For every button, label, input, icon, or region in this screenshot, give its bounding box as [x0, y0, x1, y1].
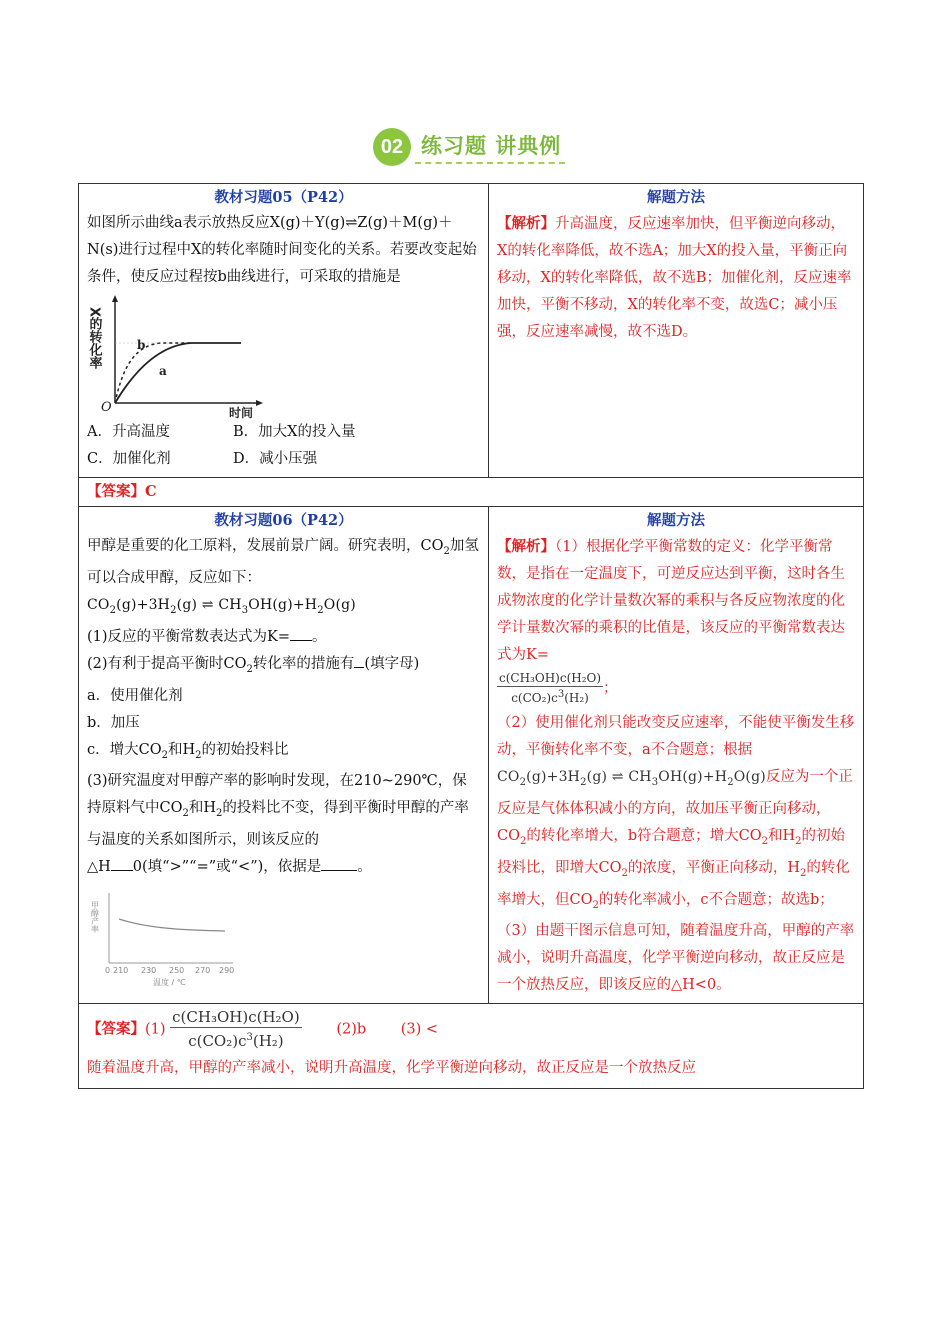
q06-option-b: b．加压 — [87, 714, 140, 731]
q06-answer-numerator: c(CH₃OH)c(H₂O) — [172, 1008, 300, 1027]
q06-answer-1-label: (1) — [145, 1021, 166, 1038]
q05-curve-b — [115, 343, 191, 403]
q06-q3-blank-1[interactable] — [111, 856, 133, 871]
q06-analysis-2-part-5: 的初始投料比，即增大CO — [497, 827, 846, 876]
q05-question-cell — [79, 184, 489, 478]
q06-equation: $CO_2(g)+3H_2(g)$ ⇌ $CH_3OH(g)+H_2O(g)$ — [87, 596, 356, 616]
q05-answer-tag: 【答案】 — [87, 483, 145, 500]
q06-q2: (2)有利于提高平衡时$CO_2$转化率的措施有 (填字母) — [87, 651, 480, 683]
q06-answer-3: (3) < — [400, 1021, 439, 1038]
q06-answer-2: (2)b — [336, 1021, 367, 1038]
q05-stem-part-2: Z(g)＋M(g)＋N(s)进行过程中X的转化率随时间变化的关系。若要改变起始条件，使反应过程按b曲线进行，可采取的措施是 — [87, 215, 477, 285]
q05-answer: C — [145, 483, 157, 500]
q06-method-cell — [489, 507, 864, 1004]
q06-analysis-3: （3）由题干图示信息可知，随着温度升高，甲醇的产率减小，说明升高温度，化学平衡逆向移动，故正反应是一个放热反应，即该反应的△H<0。 — [497, 923, 855, 994]
q05-chart-origin: O — [101, 400, 112, 415]
q06-q1-end: 。 — [312, 628, 327, 645]
q06-answer-line-1 — [87, 1008, 855, 1051]
section-number-badge: 02 — [373, 128, 411, 166]
q06-analysis-2: （2）使用催化剂只能改变反应速率，不能使平衡发生移动，平衡转化率不变，a不合题意；根据$CO_2(g)+3H_2(g)$ ⇌ $CH_3OH(g)+H_2O(g)$反应为一个正反应是气体体积减小的方向，故加压平衡正向移动，$CO_2$的转化率增大，b符合题意；增大$CO_2$和$H_2$的初始投料比，即增大$CO_2$的浓度，平衡正向移动，$H_2$的转化率增大，但$CO_2$的转化率减小，c不合题意；故选b； — [497, 715, 855, 911]
q05-chart-x-arrow — [256, 400, 263, 406]
q06-q3-text-4: 0(填“>”“=”或“<”)，依据是 — [132, 859, 322, 876]
q06-analysis-formula — [497, 671, 855, 706]
q05-curve-a — [115, 343, 241, 403]
q06-stem: 甲醇是重要的化工原料，发展前景广阔。研究表明，$CO_2$加氢可以合成甲醇，反应如下： — [87, 538, 479, 586]
q06-stem-part-2: 加氢可以合成甲醇，反应如下： — [87, 538, 479, 586]
q05-chart-y-arrow — [112, 295, 118, 302]
q05-option-d: D．减小压强 — [233, 451, 318, 467]
q06-answer-line-2: 随着温度升高，甲醇的产率减小，说明升高温度，化学平衡逆向移动，故正反应是一个放热反应 — [87, 1060, 696, 1077]
q05-option-b: B．加大X的投入量 — [233, 424, 356, 440]
q06-q1-text: (1)反应的平衡常数表达式为K= — [87, 628, 291, 645]
q05-analysis-text: 升高温度，反应速率加快，但平衡逆向移动，X的转化率降低，故不选A；加大X的投入量，平衡正向移动，X的转化率降低，故不选B；加催化剂，反应速率加快，平衡不移动，X的转化率不变，故选C；减小压强，反应速率减慢，故不选D。 — [497, 216, 852, 340]
q06-q3-text-2: 和H — [188, 800, 217, 817]
q06-yield-chart — [90, 889, 243, 989]
q05-curve-b-label: b — [137, 338, 146, 352]
q06-q2-text-2: 转化率的措施有 — [252, 655, 355, 672]
q06-xtick-1: 210 — [113, 966, 129, 976]
q06-xtick-4: 270 — [195, 966, 211, 976]
q05-analysis — [497, 210, 855, 346]
q06-q3-blank-2[interactable] — [321, 856, 357, 871]
q06-equilibrium-arrow: ⇌ — [197, 596, 219, 613]
q06-method-title: 解题方法 — [647, 512, 705, 529]
q06-option-c-part-2: 和H — [167, 741, 196, 758]
q06-analysis-2-part-6: 的浓度，平衡正向移动，H — [627, 859, 801, 876]
q06-analysis-2-part-1: （2）使用催化剂只能改变反应速率，不能使平衡发生移动，平衡转化率不变，a不合题意；根据 — [497, 715, 855, 758]
q06-analysis-2-part-2: 反应为一个正反应是气体体积减小的方向，故加压平衡正向移动，CO — [497, 769, 853, 844]
q06-option-a: a．使用催化剂 — [87, 687, 183, 704]
q05-chart-ylabel: X的转化率 — [86, 307, 102, 370]
q06-answer-row — [79, 1004, 864, 1089]
q06-q3-blanks — [87, 854, 480, 881]
q05-answer-row — [79, 478, 864, 507]
q06-analysis-1-end: ； — [603, 680, 618, 697]
equilibrium-arrow: ⇌ — [345, 215, 358, 231]
section-title: 练习题 讲典例 — [421, 134, 562, 158]
q05-curve-a-label: a — [159, 364, 167, 378]
q06-option-c: c．增大$CO_2$和$H_2$的初始投料比 — [87, 741, 289, 761]
q06-q1-blank[interactable] — [290, 626, 312, 641]
section-header — [373, 126, 583, 170]
q06-q3-end: 。 — [357, 859, 372, 876]
q06-analysis-2-part-8: 的转化率减小，c不合题意；故选b； — [598, 891, 834, 908]
q05-options-row-1 — [87, 419, 480, 446]
q06-q2-blank[interactable] — [354, 653, 364, 668]
q06-xtick-3: 250 — [169, 966, 185, 976]
q05-option-a: A．升高温度 — [87, 424, 170, 440]
q05-method-cell — [489, 184, 864, 478]
q06-delta-h: △H — [87, 859, 111, 876]
q06-analysis-2-part-3: 的转化率增大，b符合题意；增大CO — [526, 827, 762, 844]
q06-analysis-1 — [497, 533, 855, 669]
q06-stem-part-1: 甲醇是重要的化工原料，发展前景广阔。研究表明，CO — [87, 538, 444, 554]
q06-chart-xlabel: 温度 / ℃ — [153, 978, 186, 988]
q06-title: 教材习题06（P42） — [214, 512, 353, 529]
q06-q3-text-3: 的投料比不变，得到平衡时甲醇的产率与温度的关系如图所示，则该反应的 — [87, 800, 469, 849]
q06-k-numerator: c(CH₃OH)c(H₂O) — [499, 671, 602, 685]
q06-q2-text-1: (2)有利于提高平衡时CO — [87, 655, 247, 672]
q06-option-c-part-3: 的初始投料比 — [201, 741, 289, 758]
q06-q1 — [87, 624, 480, 651]
q06-xtick-2: 230 — [141, 966, 157, 976]
q05-option-c: C．加催化剂 — [87, 451, 171, 467]
exercise-table — [78, 183, 864, 1089]
q06-q3: (3)研究温度对甲醇产率的影响时发现，在210~290℃，保持原料气中$CO_2$和$H_2$的投料比不变，得到平衡时甲醇的产率与温度的关系如图所示，则该反应的 — [87, 773, 469, 849]
q06-answer-denominator: $c(CO_2)c^3(H_2)$ — [188, 1032, 284, 1051]
q05-method-title: 解题方法 — [647, 189, 705, 206]
q06-analysis-2-part-4: 和H — [768, 827, 796, 844]
q06-answer-tag: 【答案】 — [87, 1020, 145, 1038]
q06-question-cell — [79, 507, 489, 1004]
q06-xtick-0: 0 — [105, 966, 111, 976]
q05-chart-xlabel: 时间 — [229, 406, 254, 420]
q05-stem — [87, 210, 480, 291]
header-dashed-underline — [415, 162, 565, 164]
q06-xtick-5: 290 — [219, 966, 235, 976]
q06-q3-text-1: (3)研究温度对甲醇产率的影响时发现，在210~290℃，保持原料气中CO — [87, 773, 467, 817]
q06-analysis-equation: $CO_2(g)+3H_2(g)$ ⇌ $CH_3OH(g)+H_2O(g)$ — [497, 769, 766, 788]
q05-options-row-2 — [87, 446, 480, 473]
q06-chart-ylabel: 甲醇产率 — [90, 901, 100, 934]
q06-k-fraction — [497, 671, 603, 706]
q06-analysis-tag: 【解析】 — [497, 538, 555, 555]
q06-q2-text-3: (填字母) — [364, 655, 420, 672]
q05-stem-part-1: 如图所示曲线a表示放热反应X(g)＋Y(g) — [87, 215, 346, 231]
q06-answer-fraction — [170, 1008, 302, 1051]
q05-analysis-tag: 【解析】 — [497, 215, 555, 232]
q06-k-denominator: $c(CO_2)c^3(H_2)$ — [511, 689, 589, 705]
q05-conversion-chart — [86, 293, 271, 420]
q06-option-c-part-1: c．增大CO — [87, 741, 162, 758]
q06-analysis-1-text: （1）根据化学平衡常数的定义：化学平衡常数，是指在一定温度下，可逆反应达到平衡，这时各生成物浓度的化学计量数次幂的乘积与各反应物浓度的化学计量数次幂的乘积的比值是，该反应的平衡常数表达式为K= — [497, 539, 845, 663]
q05-title: 教材习题05（P42） — [214, 189, 353, 206]
q06-analysis-2-part-7: 的转化率增大，但CO — [497, 859, 850, 908]
q06-yield-curve — [119, 919, 225, 931]
